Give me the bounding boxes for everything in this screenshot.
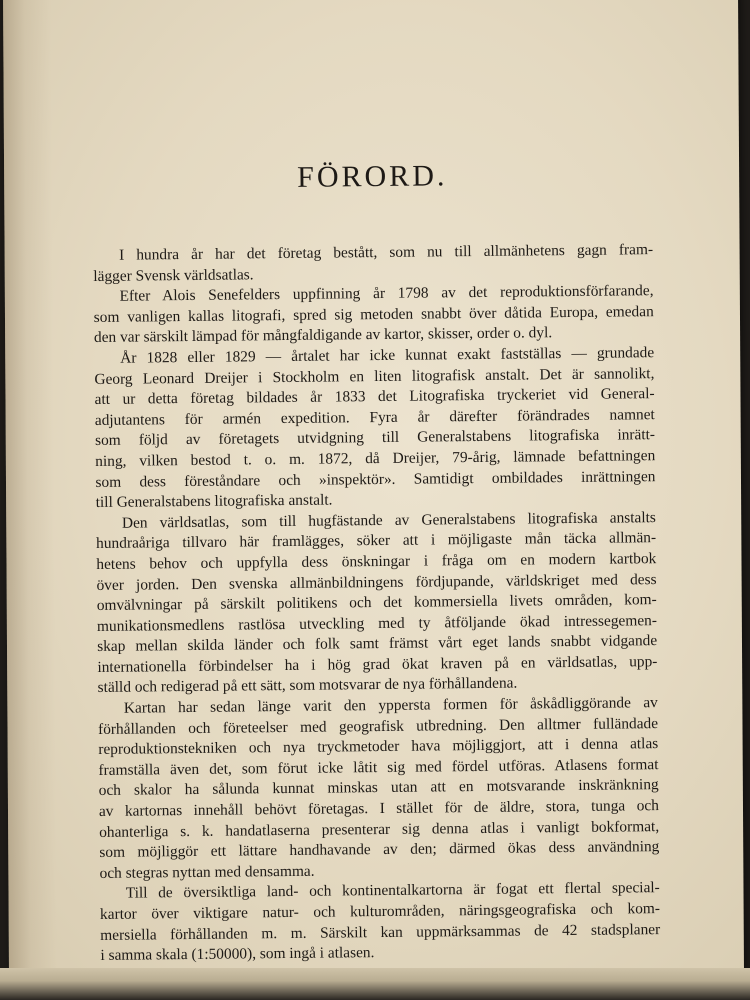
text-line: som vanligen kallas litografi, spred sig metoden snabbt över dåtida Europa, emedan: [93, 302, 654, 326]
text-line: År 1828 eller 1829 — årtalet har icke kunnat exakt fastställas — grundade: [120, 344, 655, 367]
text-line: framställa även det, som förut icke låtit sig med fördel utföras. Atlasens format: [98, 755, 659, 779]
text-line: mersiella förhållanden m. m. Särskilt kan uppmärksammas de 42 stadsplaner: [100, 920, 661, 944]
text-line: lägger Svensk världsatlas.: [93, 265, 254, 285]
text-line: av kartornas innehåll behövt företagas. I stället för de äldre, stora, tunga och: [98, 797, 659, 820]
text-line: munikationsmedlens rastlösa utveckling med ty åtföljande ökad intressegemen-: [96, 611, 658, 635]
page-bottom-edge: [0, 968, 750, 1000]
text-line: Den världsatlas, som till hugfästande av Generalstabens litografiska anstalts: [121, 508, 656, 532]
text-line: Georg Leonard Dreijer i Stockholm en liten litografisk anstalt. Det är sannolikt,: [94, 364, 655, 388]
text-line: ställd och redigerad på ett sätt, som motsvarar de nya förhållandena.: [97, 675, 518, 697]
text-line: hundraåriga tillvaro här framlägges, söker att i möjligaste mån täcka allmän-: [96, 529, 657, 553]
text-line: i samma skala (1:50000), som ingå i atlasen.: [100, 944, 375, 965]
text-line: Efter Alois Senefelders uppfinning år 1798 av det reproduktionsförfarande,: [119, 282, 654, 305]
text-line: som följd av företagets utvidgning till Generalstabens litografiska inrätt-: [94, 426, 656, 450]
text-line: och skalor ha sålunda kunnat minskas utan att en motsvarande inskränkning: [98, 776, 659, 800]
text-line: internationella förbindelser ha i hög grad ökat kraven på en världsatlas, upp-: [97, 652, 658, 676]
text-line: reproduktionstekniken och nya tryckmetoder hava möjliggjort, att i denna atlas: [98, 735, 659, 759]
text-line: förhållanden och företeelser med geografisk utbredning. Den alltmer fulländade: [97, 714, 659, 738]
text-line: den var särskilt lämpad för mångfaldigande av kartor, skisser, order o. dyl.: [93, 324, 553, 347]
preface-body: [93, 240, 661, 967]
text-line: och stegras nyttan med densamma.: [99, 862, 315, 882]
page-gutter-shadow: [3, 0, 57, 975]
text-line: skap mellan skilda länder och folk samt främst vårt eget lands snabbt vidgande: [97, 632, 658, 656]
text-line: som dess föreståndare och »inspektör». Samtidigt ombildades inrättningen: [95, 467, 656, 491]
text-line: över jorden. Den svenska allmänbildningens fördjupande, världskriget med dess: [96, 570, 657, 594]
page-title: FÖRORD.: [297, 159, 448, 194]
text-line: hetens behov och uppfylla dess önskningar i fråga om en modern kartbok: [96, 550, 657, 573]
text-line: ohanterliga s. k. handatlaserna presenterar sig denna atlas i vanligt bokformat,: [99, 817, 660, 841]
text-line: Kartan har sedan länge varit den yppersta formen för åskådliggörande av: [123, 694, 658, 717]
text-line: kartor över viktigare natur- och kulturområden, näringsgeografiska och kom-: [99, 900, 661, 923]
text-line: till Generalstabens litografiska anstalt.: [95, 491, 333, 512]
text-line: att ur detta företag bildades år 1833 det Litografiska tryckeriet vid General-: [94, 385, 655, 409]
text-line: I hundra år har det företag bestått, som nu till allmänhetens gagn fram-: [119, 241, 654, 264]
preface-text: [92, 144, 661, 967]
text-line: ning, vilken bestod t. o. m. 1872, då Dreijer, 79-årig, lämnade befattningen: [95, 447, 656, 470]
text-line: som möjliggör ett lättare handhavande av den; därmed ökas dess användning: [99, 838, 660, 862]
text-line: omvälvningar på särskilt politikens och det kommersiella livets områden, kom-: [96, 591, 657, 615]
text-line: Till de översiktliga land- och kontinentalkartorna är fogat ett flertal special-: [125, 879, 660, 903]
text-line: adjutantens för armén expedition. Fyra år därefter förändrades namnet: [94, 405, 655, 429]
